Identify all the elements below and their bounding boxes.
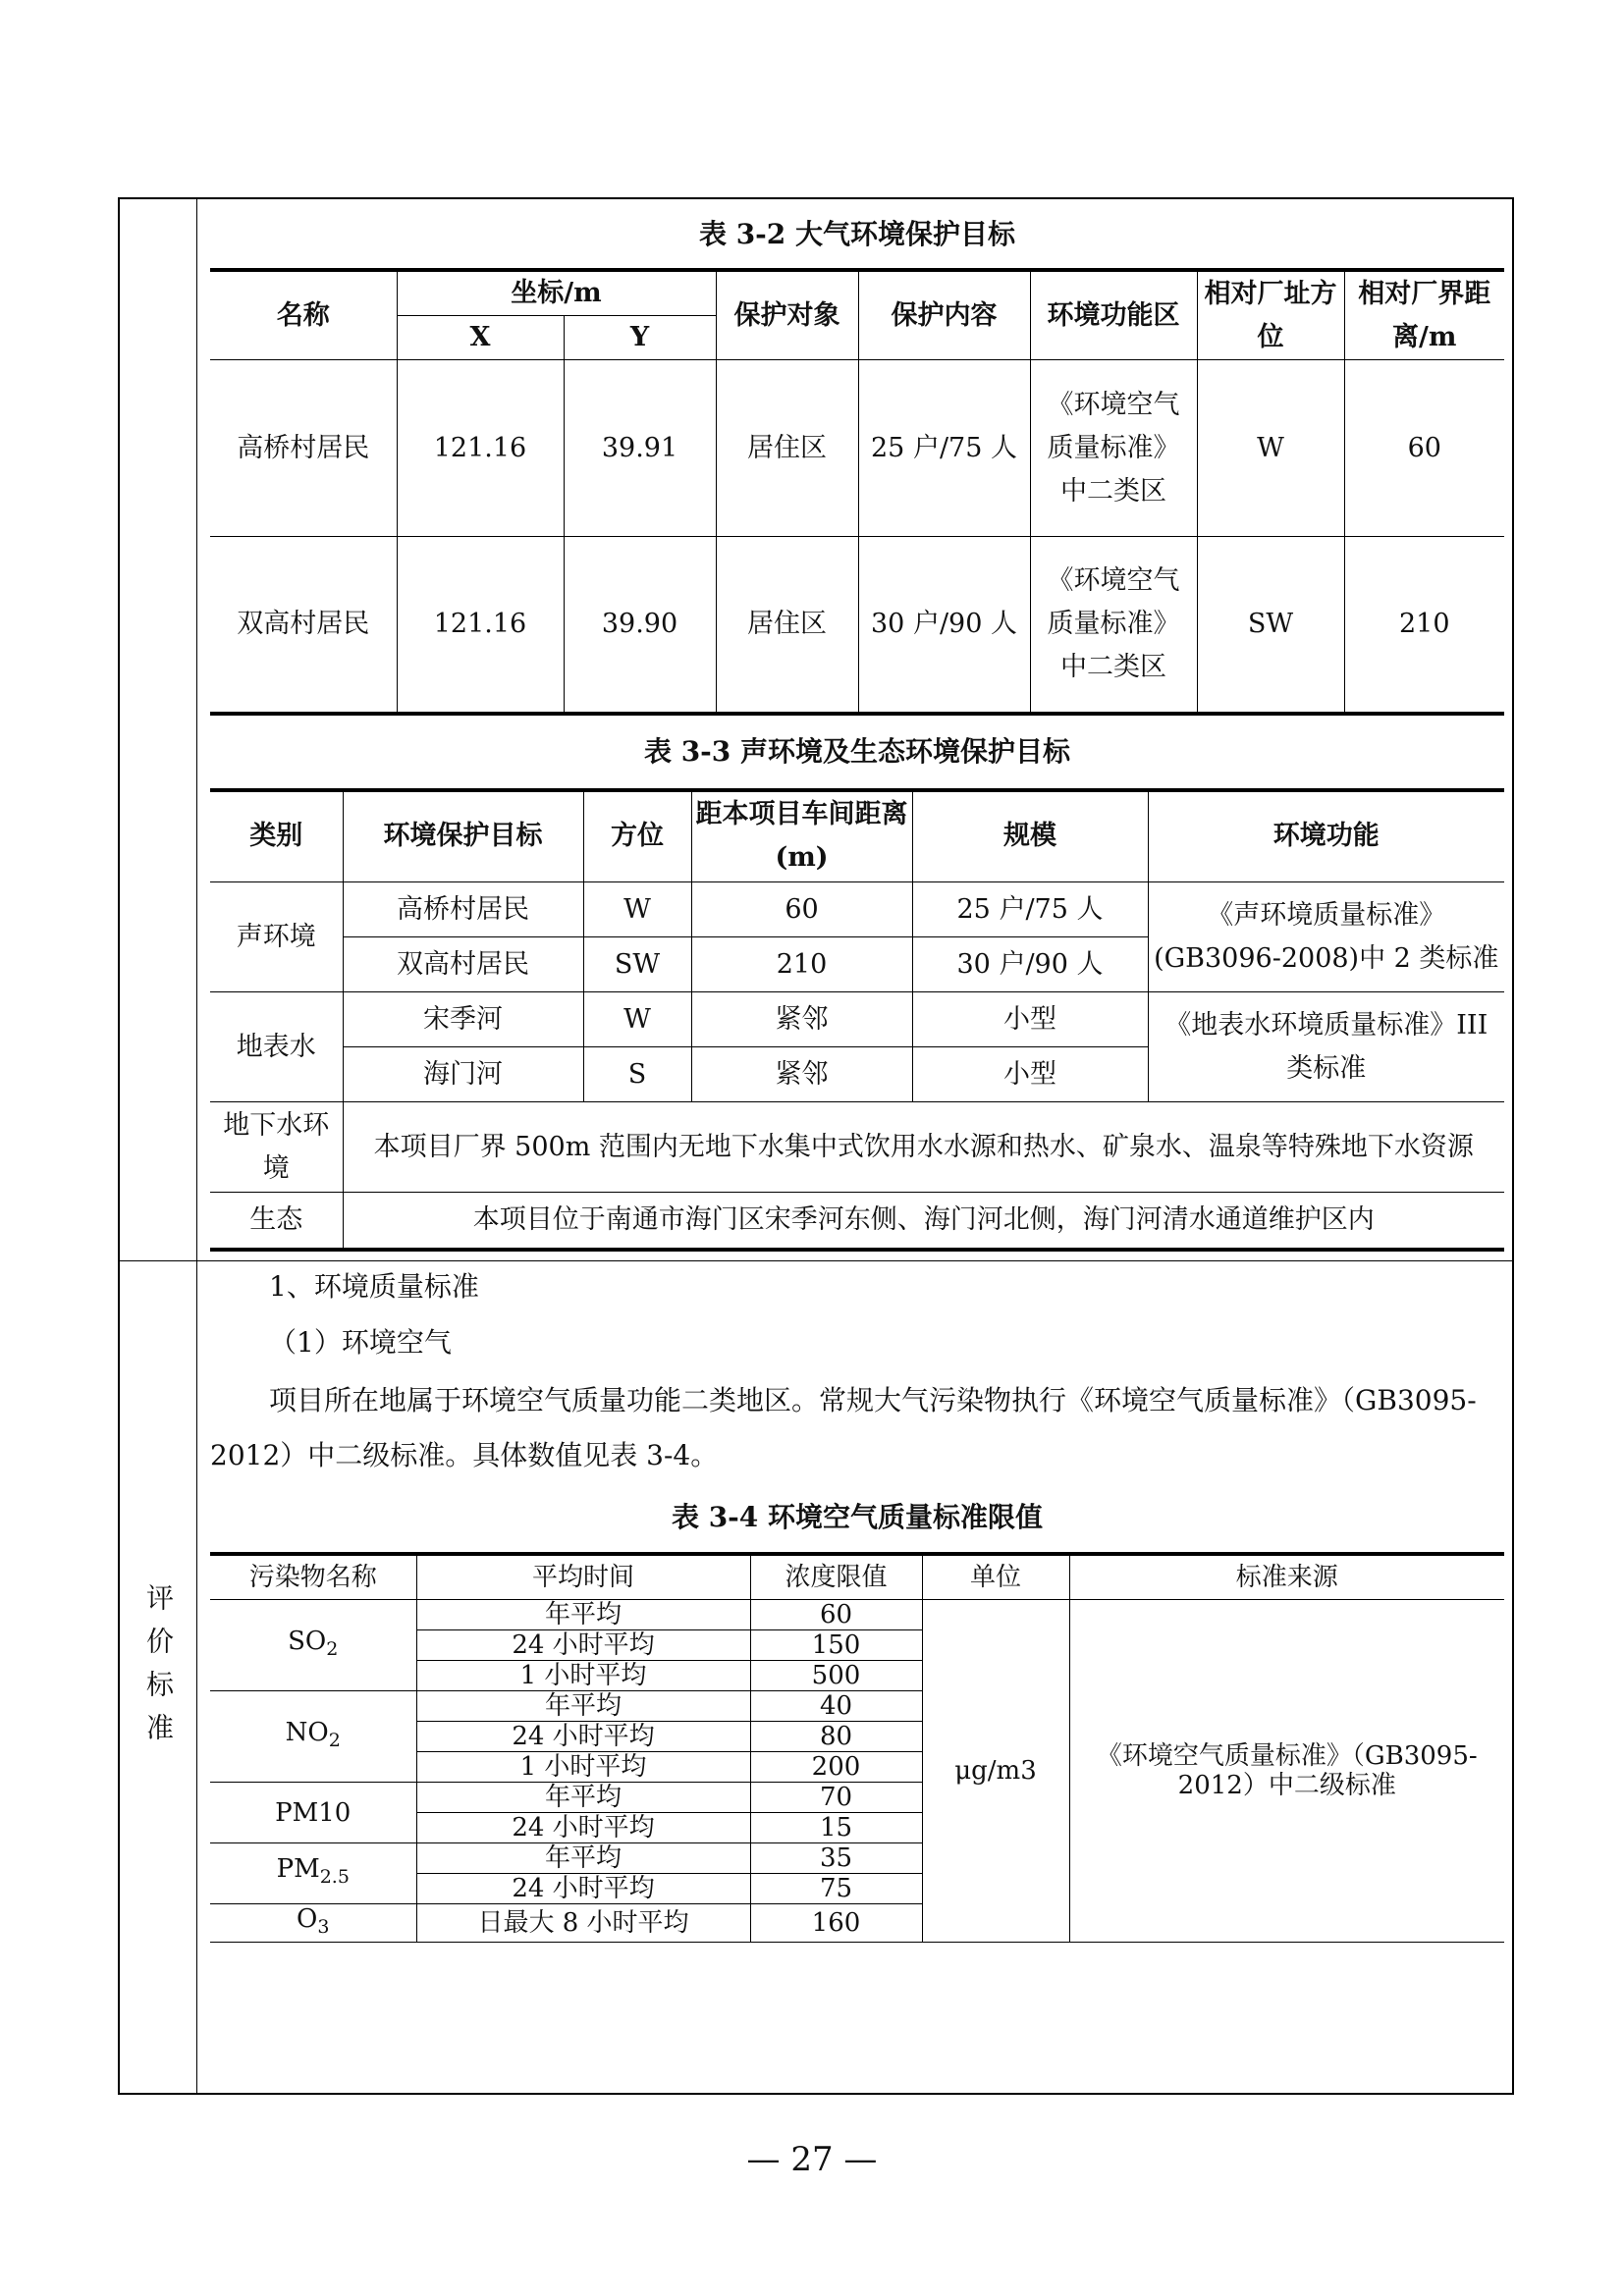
surface-row2-scale: 小型 — [912, 1047, 1148, 1102]
noise-category: 声环境 — [210, 882, 343, 992]
header-direction: 相对厂址方位 — [1197, 270, 1344, 360]
t33-header-function: 环境功能 — [1148, 790, 1504, 882]
average-time: 日最大 8 小时平均 — [416, 1904, 750, 1943]
average-time: 1 小时平均 — [416, 1661, 750, 1691]
surface-row1-scale: 小型 — [912, 992, 1148, 1047]
pollutant-name: $SO_2$ — [210, 1600, 416, 1691]
header-name: 名称 — [210, 270, 397, 360]
average-time: 年平均 — [416, 1691, 750, 1722]
noise-row2-direction: SW — [583, 937, 691, 992]
ecology-category: 生态 — [210, 1193, 343, 1250]
t34-header-limit: 浓度限值 — [750, 1554, 922, 1600]
limit-value: 160 — [750, 1904, 922, 1943]
table-3-2 — [210, 268, 1504, 716]
limit-value: 500 — [750, 1661, 922, 1691]
t34-header-pollutant: 污染物名称 — [210, 1554, 416, 1600]
row1-distance: 60 — [1344, 360, 1504, 537]
limit-value: 150 — [750, 1630, 922, 1661]
unit-cell: μg/m3 — [922, 1600, 1069, 1943]
header-coord: 坐标/m — [397, 270, 716, 316]
t34-header-unit: 单位 — [922, 1554, 1069, 1600]
row1-object: 居住区 — [716, 360, 858, 537]
noise-row1-distance: 60 — [691, 882, 912, 937]
row2-content: 30 户/90 人 — [858, 537, 1030, 714]
side-label-text: 评价标准 — [142, 1583, 175, 1756]
groundwater-text: 本项目厂界 500m 范围内无地下水集中式饮用水水源和热水、矿泉水、温泉等特殊地下水资源 — [343, 1102, 1504, 1193]
row2-object: 居住区 — [716, 537, 858, 714]
row1-x: 121.16 — [397, 360, 564, 537]
table-row — [210, 1600, 1504, 1630]
table-3-4 — [210, 1552, 1504, 1943]
row2-x: 121.16 — [397, 537, 564, 714]
average-time: 年平均 — [416, 1843, 750, 1874]
row1-direction: W — [1197, 360, 1344, 537]
limit-value: 35 — [750, 1843, 922, 1874]
limit-value: 70 — [750, 1783, 922, 1813]
average-time: 24 小时平均 — [416, 1722, 750, 1752]
surface-row2-distance: 紧邻 — [691, 1047, 912, 1102]
noise-row2-target: 双高村居民 — [343, 937, 583, 992]
average-time: 24 小时平均 — [416, 1630, 750, 1661]
surface-row1-target: 宋季河 — [343, 992, 583, 1047]
pollutant-name: PM10 — [210, 1783, 416, 1843]
page-number: — 27 — — [746, 2140, 878, 2179]
row1-zone: 《环境空气质量标准》中二类区 — [1030, 360, 1197, 537]
t34-header-time: 平均时间 — [416, 1554, 750, 1600]
row1-content: 25 户/75 人 — [858, 360, 1030, 537]
groundwater-category: 地下水环境 — [210, 1102, 343, 1193]
t33-header-distance: 距本项目车间距离(m) — [691, 790, 912, 882]
row2-direction: SW — [1197, 537, 1344, 714]
limit-value: 75 — [750, 1874, 922, 1904]
surface-function: 《地表水环境质量标准》III类标准 — [1148, 992, 1504, 1102]
noise-row2-scale: 30 户/90 人 — [912, 937, 1148, 992]
header-zone: 环境功能区 — [1030, 270, 1197, 360]
average-time: 1 小时平均 — [416, 1752, 750, 1783]
table-3-3 — [210, 788, 1504, 1252]
standards-section — [210, 1261, 1504, 1943]
pollutant-name: $NO_2$ — [210, 1691, 416, 1783]
noise-function: 《声环境质量标准》(GB3096-2008)中 2 类标准 — [1148, 882, 1504, 992]
side-label — [120, 1583, 196, 1756]
t34-header-source: 标准来源 — [1069, 1554, 1504, 1600]
limit-value: 40 — [750, 1691, 922, 1722]
header-y: Y — [564, 316, 716, 360]
pollutant-name: $PM_{2.5}$ — [210, 1843, 416, 1904]
t33-header-category: 类别 — [210, 790, 343, 882]
average-time: 24 小时平均 — [416, 1813, 750, 1843]
average-time: 年平均 — [416, 1600, 750, 1630]
noise-row1-direction: W — [583, 882, 691, 937]
header-object: 保护对象 — [716, 270, 858, 360]
t33-header-direction: 方位 — [583, 790, 691, 882]
noise-row1-scale: 25 户/75 人 — [912, 882, 1148, 937]
noise-row1-target: 高桥村居民 — [343, 882, 583, 937]
section-heading: 1、环境质量标准 — [269, 1270, 479, 1303]
limit-value: 60 — [750, 1600, 922, 1630]
table-3-2-caption: 表 3-2 大气环境保护目标 — [698, 218, 1016, 250]
ecology-text: 本项目位于南通市海门区宋季河东侧、海门河北侧，海门河清水通道维护区内 — [343, 1193, 1504, 1250]
noise-row2-distance: 210 — [691, 937, 912, 992]
average-time: 24 小时平均 — [416, 1874, 750, 1904]
pollutant-name: $O_3$ — [210, 1904, 416, 1943]
row2-distance: 210 — [1344, 537, 1504, 714]
row1-y: 39.91 — [564, 360, 716, 537]
page-frame — [118, 197, 1514, 2095]
standard-source: 《环境空气质量标准》（GB3095-2012）中二级标准 — [1069, 1600, 1504, 1943]
limit-value: 15 — [750, 1813, 922, 1843]
surface-row2-target: 海门河 — [343, 1047, 583, 1102]
row2-zone: 《环境空气质量标准》中二类区 — [1030, 537, 1197, 714]
table-3-3-caption: 表 3-3 声环境及生态环境保护目标 — [643, 734, 1071, 768]
row1-name: 高桥村居民 — [210, 360, 397, 537]
limit-value: 200 — [750, 1752, 922, 1783]
surface-category: 地表水 — [210, 992, 343, 1102]
table-3-2-block — [210, 215, 1504, 1252]
row2-name: 双高村居民 — [210, 537, 397, 714]
header-content: 保护内容 — [858, 270, 1030, 360]
column-divider — [196, 199, 197, 2093]
t33-header-scale: 规模 — [912, 790, 1148, 882]
t33-header-target: 环境保护目标 — [343, 790, 583, 882]
table-3-4-caption: 表 3-4 环境空气质量标准限值 — [671, 1501, 1044, 1533]
header-x: X — [397, 316, 564, 360]
surface-row1-distance: 紧邻 — [691, 992, 912, 1047]
header-distance: 相对厂界距离/m — [1344, 270, 1504, 360]
surface-row1-direction: W — [583, 992, 691, 1047]
limit-value: 80 — [750, 1722, 922, 1752]
surface-row2-direction: S — [583, 1047, 691, 1102]
section-paragraph: 项目所在地属于环境空气质量功能二类地区。常规大气污染物执行《环境空气质量标准》（GB3095-2012）中二级标准。具体数值见表 3-4。 — [210, 1384, 1477, 1471]
subsection-heading: （1）环境空气 — [269, 1326, 452, 1359]
row2-y: 39.90 — [564, 537, 716, 714]
average-time: 年平均 — [416, 1783, 750, 1813]
